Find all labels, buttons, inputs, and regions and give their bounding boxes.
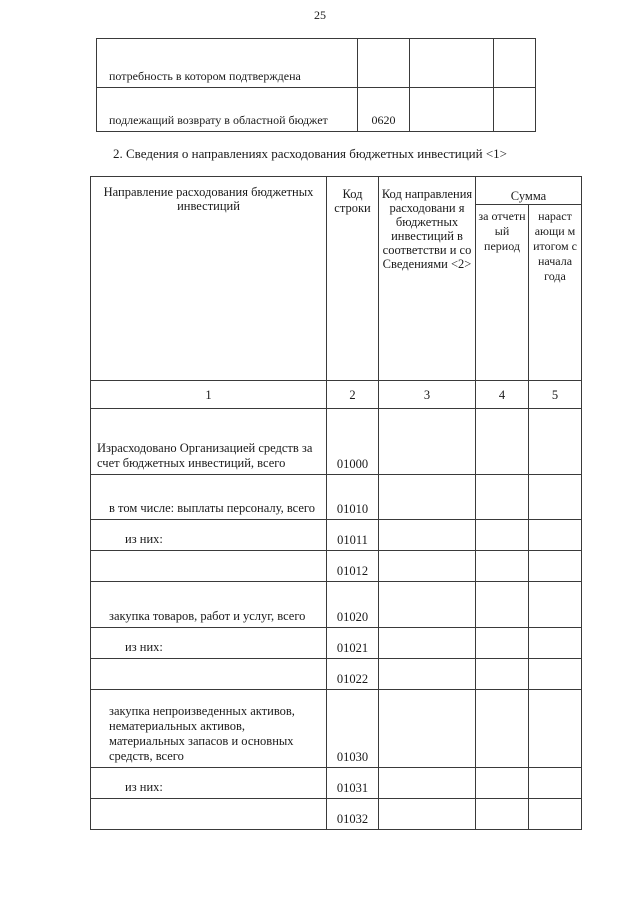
empty-cell: [379, 799, 476, 830]
header-sum: Сумма: [476, 177, 582, 205]
row-code: 01000: [327, 409, 379, 475]
empty-cell: [476, 799, 529, 830]
empty-cell: [476, 690, 529, 768]
empty-cell: [529, 659, 582, 690]
table-row: [91, 520, 582, 551]
empty-cell: [379, 582, 476, 628]
empty-cell: [379, 475, 476, 520]
column-number: 3: [379, 381, 476, 409]
row-code: 01020: [327, 582, 379, 628]
row-label: [91, 551, 327, 582]
row-label: из них:: [91, 520, 327, 551]
investments-table: [90, 176, 582, 830]
empty-cell: [476, 475, 529, 520]
table-row: [91, 799, 582, 830]
empty-cell: [410, 88, 494, 132]
row-label: потребность в котором подтверждена: [97, 39, 358, 88]
row-code: 0620: [358, 88, 410, 132]
column-number: 5: [529, 381, 582, 409]
table-row: [97, 88, 536, 132]
empty-cell: [379, 690, 476, 768]
row-code: 01030: [327, 690, 379, 768]
column-number: 4: [476, 381, 529, 409]
empty-cell: [529, 799, 582, 830]
empty-cell: [529, 551, 582, 582]
top-continuation-table: [96, 38, 536, 132]
row-label: подлежащий возврату в областной бюджет: [97, 88, 358, 132]
column-number: 1: [91, 381, 327, 409]
row-label: из них:: [91, 628, 327, 659]
empty-cell: [379, 409, 476, 475]
table-row: [91, 659, 582, 690]
row-code: 01010: [327, 475, 379, 520]
row-code: 01031: [327, 768, 379, 799]
table-row: [91, 551, 582, 582]
empty-cell: [476, 409, 529, 475]
column-numbers-row: [91, 381, 582, 409]
row-label: Израсходовано Организацией средств за счет бюджетных инвестиций, всего: [91, 409, 327, 475]
header-for-period: за отчетн ый период: [476, 205, 529, 381]
empty-cell: [529, 475, 582, 520]
row-label: [91, 659, 327, 690]
row-label: закупка товаров, работ и услуг, всего: [91, 582, 327, 628]
table-row: [97, 39, 536, 88]
empty-cell: [476, 520, 529, 551]
empty-cell: [476, 768, 529, 799]
row-label: [91, 799, 327, 830]
table-row: [91, 475, 582, 520]
header-cumulative: нараст ающи м итогом с начала года: [529, 205, 582, 381]
empty-cell: [494, 39, 536, 88]
empty-cell: [379, 551, 476, 582]
row-label: закупка непроизведенных активов, нематериальных активов, материальных запасов и основных средств, всего: [91, 690, 327, 768]
empty-cell: [379, 659, 476, 690]
table-row: [91, 690, 582, 768]
section-title: 2. Сведения о направлениях расходования бюджетных инвестиций <1>: [113, 146, 507, 161]
row-code: 01011: [327, 520, 379, 551]
empty-cell: [379, 768, 476, 799]
empty-cell: [476, 582, 529, 628]
row-code: 01032: [327, 799, 379, 830]
empty-cell: [410, 39, 494, 88]
empty-cell: [529, 409, 582, 475]
empty-cell: [476, 551, 529, 582]
header-row-code: Код строки: [327, 177, 379, 381]
table-row: [91, 409, 582, 475]
empty-cell: [476, 628, 529, 659]
table-row: [91, 582, 582, 628]
empty-cell: [529, 690, 582, 768]
column-number: 2: [327, 381, 379, 409]
table-row: [91, 628, 582, 659]
row-code: 01012: [327, 551, 379, 582]
header-row: [91, 177, 582, 205]
header-direction: Направление расходования бюджетных инвестиций: [91, 177, 327, 381]
row-label: из них:: [91, 768, 327, 799]
row-code: 01022: [327, 659, 379, 690]
empty-cell: [529, 520, 582, 551]
empty-cell: [476, 659, 529, 690]
header-direction-code: Код направления расходовани я бюджетных инвестиций в соответстви и со Сведениями <2>: [379, 177, 476, 381]
empty-cell: [529, 582, 582, 628]
empty-cell: [529, 768, 582, 799]
empty-cell: [494, 88, 536, 132]
row-code: 01021: [327, 628, 379, 659]
row-code: [358, 39, 410, 88]
page-number: 25: [314, 8, 326, 22]
table-row: [91, 768, 582, 799]
empty-cell: [379, 628, 476, 659]
empty-cell: [529, 628, 582, 659]
row-label: в том числе: выплаты персоналу, всего: [91, 475, 327, 520]
empty-cell: [379, 520, 476, 551]
